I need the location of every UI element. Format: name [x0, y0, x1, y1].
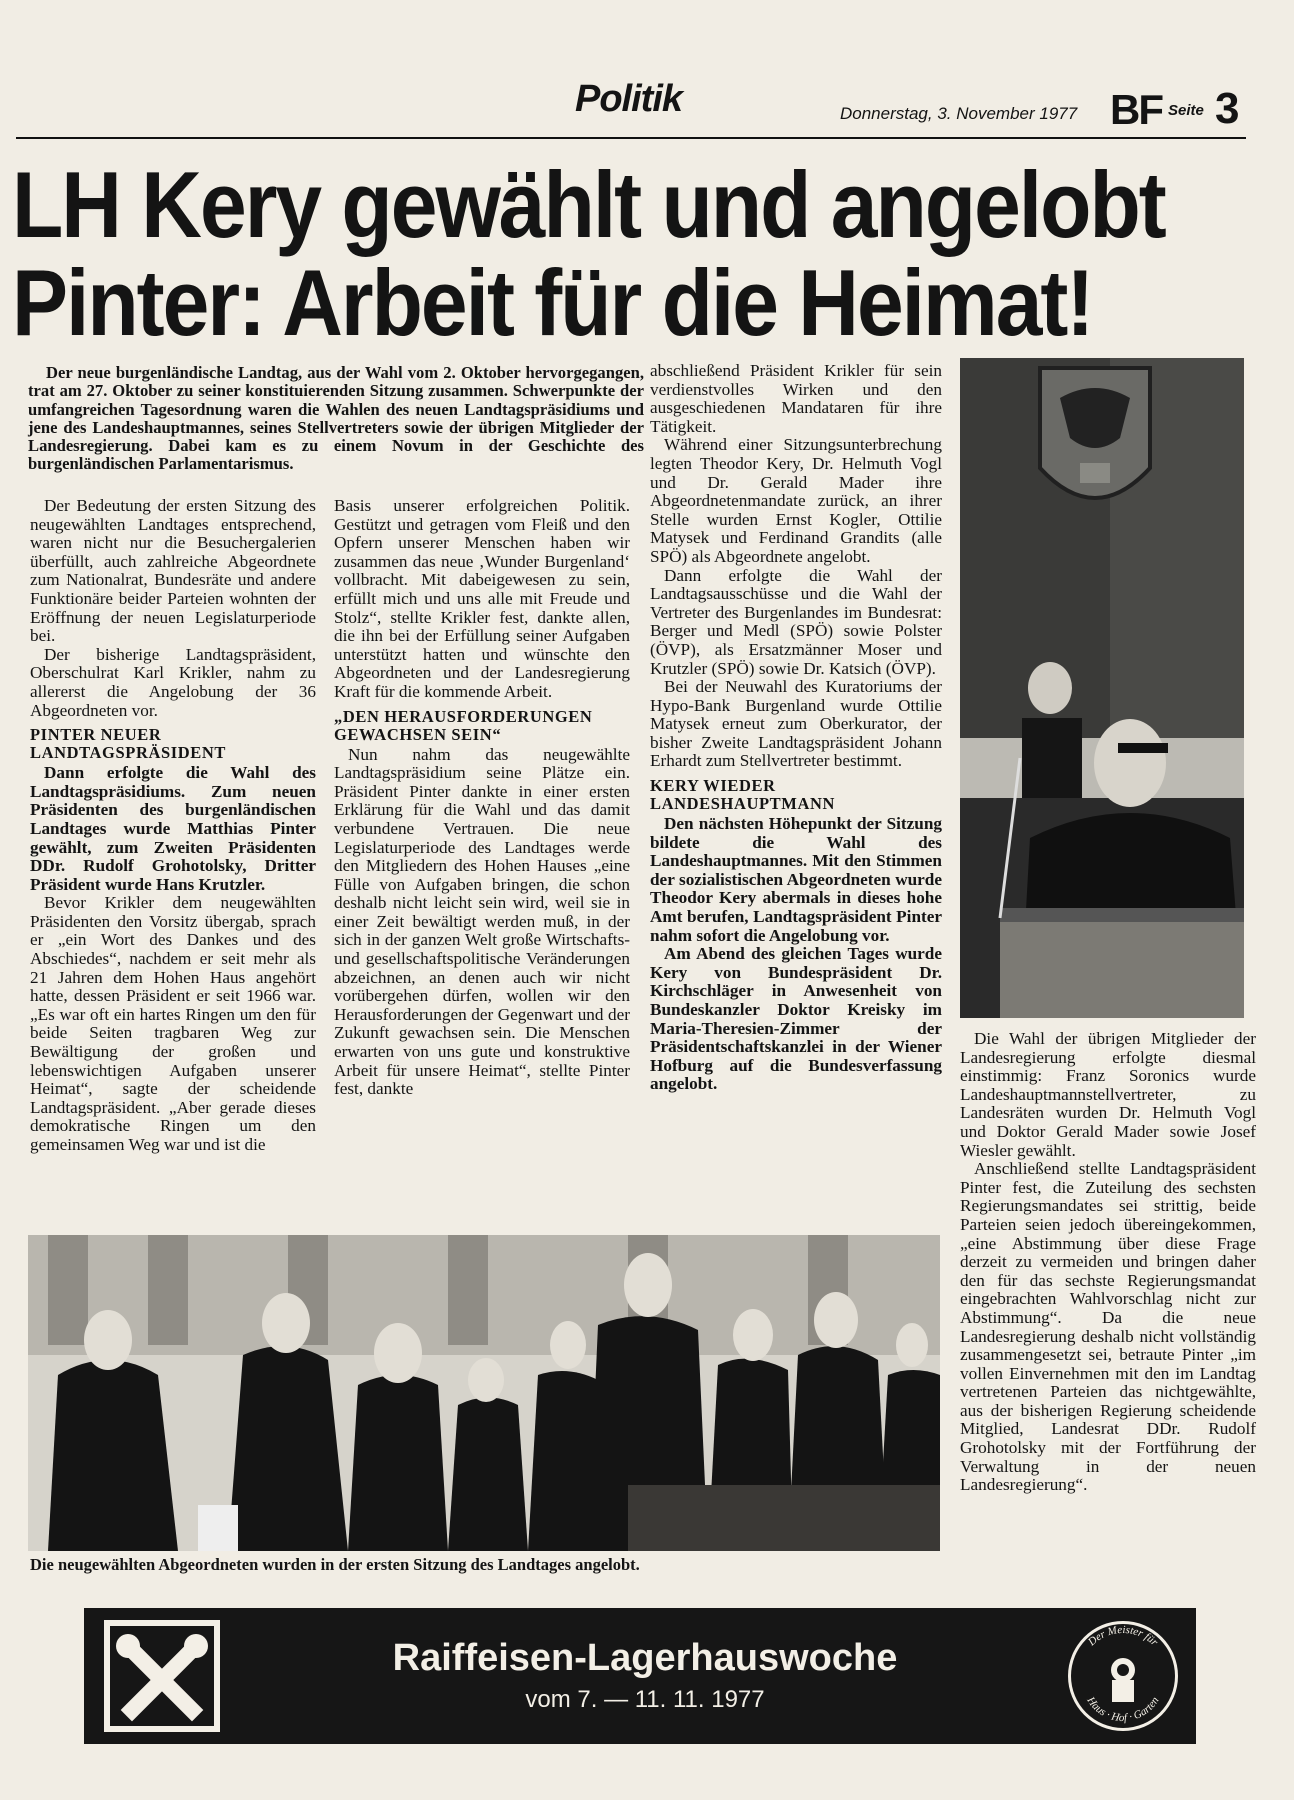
headline-line-1: LH Kery gewählt und angelobt [12, 152, 1165, 258]
page-label: Seite [1168, 102, 1204, 119]
seal-top-text: Der Meister für [1086, 1623, 1161, 1649]
paragraph: abschließend Präsident Krikler für sein verdienstvolles Wirken und den ausgeschiedenen Mandataren für ihre Tätigkeit. [650, 361, 942, 436]
paragraph: Während einer Sitzungsunterbrechung legten Theodor Kery, Dr. Helmuth Vogl und Dr. Gerald Mader ihre Abgeordnetenmandate zurück, an ihrer Stelle wurden Ernst Kogler, Ottilie Matysek und Ferdinand Grandits (alle SPÖ) als Abgeordnete angelobt. [650, 435, 942, 566]
paragraph: Dann erfolgte die Wahl des Landtagspräsidiums. Zum neuen Präsidenten des burgenländischen Landtages wurde Matthias Pinter gewählt, zum Zweiten Präsidenten DDr. Rudolf Grohotolsky, Dritter Präsident wurde Hans Krutzler. [30, 763, 316, 894]
paragraph: Der bisherige Landtagspräsident, Oberschulrat Karl Krikler, nahm zu allererst die Angelobung der 36 Abgeordneten vor. [30, 644, 316, 720]
article-column-2 [334, 497, 630, 1099]
photo-deputies [28, 1235, 940, 1551]
paper-logo: BF [1110, 86, 1162, 133]
paragraph: Den nächsten Höhepunkt der Sitzung bildete die Wahl des Landeshauptmannes. Mit den Stimmen der sozialistischen Abgeordneten wurde Theodor Kery abermals in dieses hohe Amt berufen, Landtagspräsident Pinter nahm sofort die Angelobung vor. [650, 814, 942, 945]
paragraph: Basis unserer erfolgreichen Politik. Gestützt und getragen vom Fleiß und den Opfern unserer Menschen haben wir zusammen das neue ‚Wunder Burgenland‘ vollbracht. Mit dabeigewesen zu sein, erfüllt mich und uns alle mit Freude und Stolz“, stellte Krikler fest, dankte allen, die ihn bei der Erfüllung seiner Aufgaben unterstützt hatten und wünschte den Abgeordneten und der Landesregierung Kraft für die kommende Arbeit. [334, 496, 630, 701]
lead-paragraph [28, 364, 644, 474]
paragraph: Dann erfolgte die Wahl der Landtagsausschüsse und die Wahl der Vertreter des Burgenlandes im Bundesrat: Berger und Medl (SPÖ) sowie Polster (ÖVP), als Ersatzmänner Moser und Krutzler (SPÖ) sowie Dr. Katsich (ÖVP). [650, 565, 942, 678]
paragraph: Nun nahm das neugewählte Landtagspräsidium seine Plätze ein. Präsident Pinter dankte in einer ersten Erklärung für die Wahl und das damit verbundene Vertrauen. Die neue Legislaturperiode des Landtages werde den Mitgliedern des Hohen Hauses „eine Fülle von Aufgaben bringen, die schon deshalb nicht leicht sein wird, weil sie in einer Zeit bewältigt werden muß, in der sich in der ganzen Welt große Wirtschafts- und gesellschaftspolitische Veränderungen abzeichnen, an denen auch wir nicht vorübergehen dürfen, wollen wir den Herausforderungen der Gegenwart und der Zukunft gewachsen sein. Die Menschen erwarten von uns gute und konstruktive Arbeit für unsere Heimat“, stellte Pinter fest, dankte [334, 744, 630, 1099]
paragraph: Bevor Krikler dem neugewählten Präsidenten den Vorsitz übergab, sprach er „ein Wort des Dankes und des Abschiedes“, nachdem er seit mehr als 21 Jahren dem Hohen Haus angehört hatte, dessen Präsident er seit 1966 war. „Es war oft ein hartes Ringen um den für beide Seiten tragbaren Weg zur Bewältigung der großen und lebenswichtigen Aufgaben unserer Heimat“, sagte der scheidende Landtagspräsident. „Aber gerade dieses demokratische Ringen um den gemeinsamen Weg war und ist die [30, 893, 316, 1154]
article-column-3 [650, 362, 942, 1094]
article-column-1 [30, 497, 316, 1155]
page-number: 3 [1215, 84, 1240, 133]
lead-text: Der neue burgenländische Landtag, aus der Wahl vom 2. Oktober hervorgegangen, trat am 27. Oktober zu seiner konstituierenden Sitzung zusammen. Schwerpunkte der umfangreichen Tagesordnung waren die Wahlen des neuen Landtagspräsidiums und jene des Landeshauptmannes, seines Stellvertreters sowie der übrigen Mitglieder der Landesregierung. Dabei kam es zu einem Novum in der Geschichte des burgenländischen Parlamentarismus. [28, 363, 644, 474]
paragraph: Bei der Neuwahl des Kuratoriums der Hypo-Bank Burgenland wurde Ottilie Matysek erneut zum Oberkurator, der bisher Zweite Landtagspräsident Johann Erhardt zum Stellvertreter bestimmt. [650, 677, 942, 771]
paragraph: Der Bedeutung der ersten Sitzung des neugewählten Landtages entsprechend, waren nicht nur die Besuchergalerien überfüllt, auch zahlreiche Abgeordnete zum Nationalrat, Bundesräte und andere Funktionäre beider Parteien wohnten der Eröffnung der neuen Legislaturperiode bei. [30, 496, 316, 646]
photo-podium [960, 358, 1244, 1018]
ad-dates: vom 7. — 11. 11. 1977 [525, 1686, 765, 1713]
seal-bottom-text: Haus · Hof · Garten [1084, 1694, 1162, 1725]
ad-title: Raiffeisen-Lagerhauswoche [392, 1637, 898, 1679]
subheading: „DEN HERAUSFORDERUNGEN GEWACHSEN SEIN“ [334, 706, 593, 744]
paragraph: Anschließend stellte Landtagspräsident Pinter fest, die Zuteilung des sechsten Regierungsmandates sei strittig, beide Parteien seien jedoch übereingekommen, „eine Abstimmung über diese Frage derzeit zu vermeiden und bringen daher den für das sechste Regierungsmandat eingebrachten Wahlvorschlag nicht zur Abstimmung“. Da die neue Landesregierung deshalb nicht vollständig zusammengesetzt sei, betraute Pinter „im vollen Einvernehmen mit den im Landtag vertretenen Parteien das nichtgewählte, aus der bisherigen Regierung scheidende Mitglied, Landesrat DDr. Rudolf Grohotolsky mit der Fortführung der Verwaltung in der neuen Landesregierung“. [960, 1159, 1256, 1495]
subheading: KERY WIEDER LANDESHAUPTMANN [650, 776, 836, 814]
coat-of-arms-icon [1040, 368, 1150, 498]
seal-badge [1062, 1618, 1184, 1734]
photo-caption: Die neugewählten Abgeordneten wurden in der ersten Sitzung des Landtages angelobt. [30, 1555, 640, 1574]
issue-date: Donnerstag, 3. November 1977 [840, 104, 1078, 123]
headline-line-2: Pinter: Arbeit für die Heimat! [12, 250, 1093, 356]
section-title: Politik [575, 78, 683, 120]
header-rule [16, 137, 1246, 139]
raiffeisen-logo-icon [104, 1620, 220, 1732]
craftsman-icon [1111, 1658, 1135, 1702]
paragraph: Die Wahl der übrigen Mitglieder der Landesregierung erfolgte diesmal einstimmig: Franz Soronics wurde Landeshauptmannstellvertreter, zu Landesräten wurden Dr. Helmuth Vogl und Doktor Gerald Mader sowie Josef Wiesler gewählt. [960, 1029, 1256, 1160]
article-column-4 [960, 1030, 1256, 1495]
subheading: PINTER NEUER LANDTAGSPRÄSIDENT [30, 725, 227, 763]
paragraph: Am Abend des gleichen Tages wurde Kery von Bundespräsident Dr. Kirchschläger in Anwesenheit von Bundeskanzler Doktor Kreisky im Maria-Theresien-Zimmer der Präsidentschaftskanzlei in der Wiener Hofburg auf die Bundesverfassung angelobt. [650, 944, 942, 1094]
